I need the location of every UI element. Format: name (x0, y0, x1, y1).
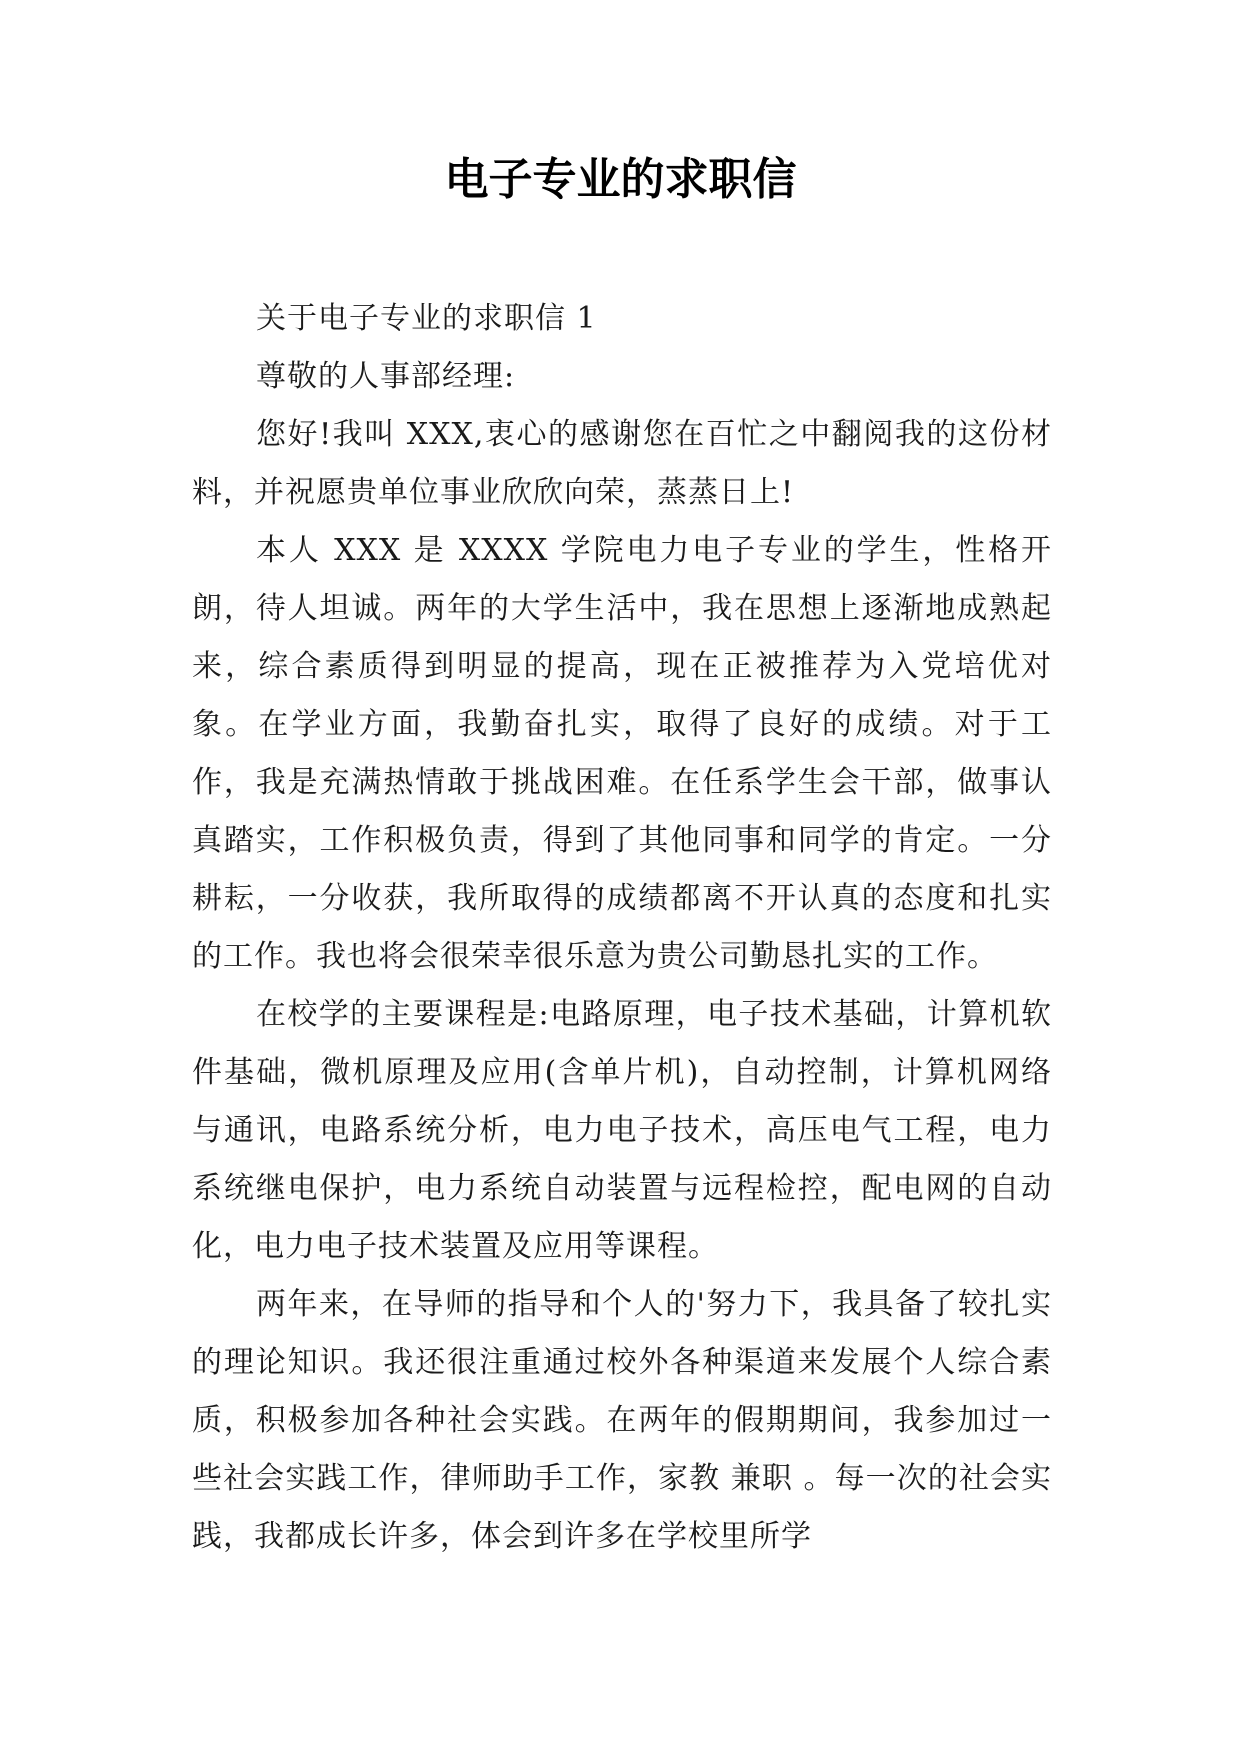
paragraph-practice: 两年来，在导师的指导和个人的'努力下，我具备了较扎实的理论知识。我还很注重通过校外各种渠道来发展个人综合素质，积极参加各种社会实践。在两年的假期期间，我参加过一些社会实践工作，律师助手工作，家教 兼职 。每一次的社会实践，我都成长许多，体会到许多在学校里所学 (192, 1287, 1052, 1554)
paragraph-self-introduction: 本人 XXX 是 XXXX 学院电力电子专业的学生，性格开朗，待人坦诚。两年的大学生活中，我在思想上逐渐地成熟起来，综合素质得到明显的提高，现在正被推荐为入党培优对象。在学业方面，我勤奋扎实，取得了良好的成绩。对于工作，我是充满热情敢于挑战困难。在任系学生会干部，做事认真踏实，工作积极负责，得到了其他同事和同学的肯定。一分耕耘，一分收获，我所取得的成绩都离不开认真的态度和扎实的工作。我也将会很荣幸很乐意为贵公司勤恳扎实的工作。 (192, 533, 1052, 974)
paragraph-heading: 关于电子专业的求职信 1 (256, 301, 597, 336)
document-body (192, 290, 1052, 1566)
paragraph-salutation: 尊敬的人事部经理: (256, 359, 516, 394)
paragraph-greeting: 您好!我叫 XXX,衷心的感谢您在百忙之中翻阅我的这份材料，并祝愿贵单位事业欣欣向荣，蒸蒸日上! (192, 417, 1052, 510)
paragraph-courses: 在校学的主要课程是:电路原理，电子技术基础，计算机软件基础，微机原理及应用(含单片机)，自动控制，计算机网络与通讯，电路系统分析，电力电子技术，高压电气工程，电力系统继电保护，电力系统自动装置与远程检控，配电网的自动化，电力电子技术装置及应用等课程。 (192, 997, 1052, 1264)
document-title: 电子专业的求职信 (444, 154, 797, 205)
